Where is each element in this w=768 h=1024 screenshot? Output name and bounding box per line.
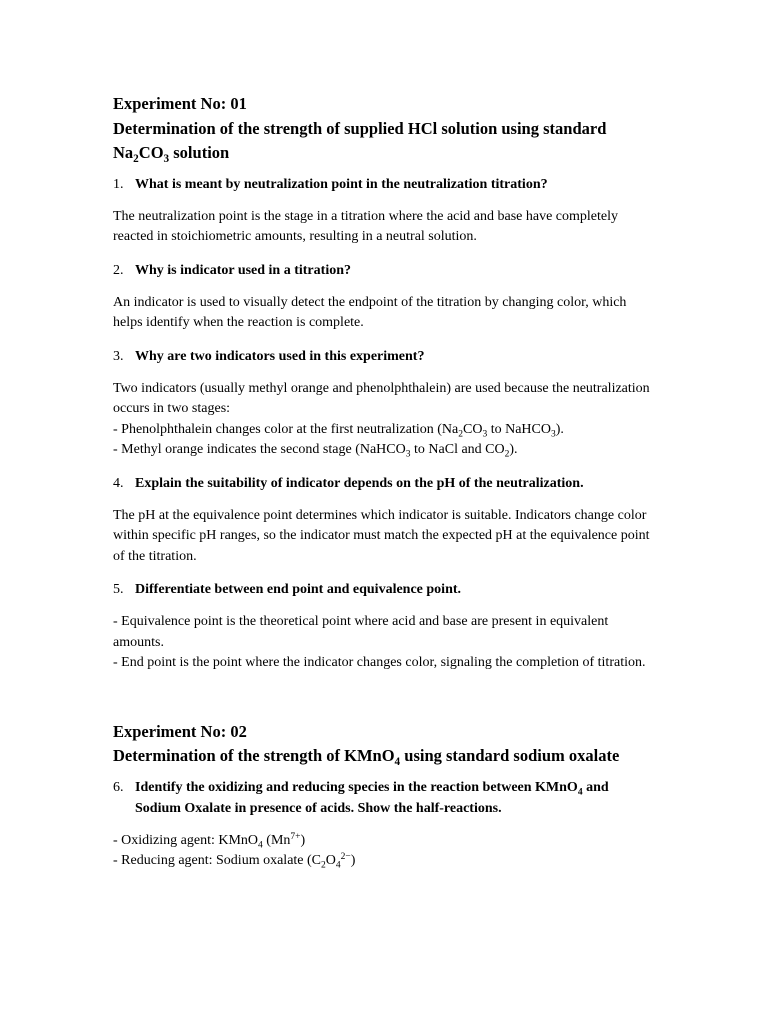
question-text: Differentiate between end point and equivalence point. (135, 582, 462, 597)
question-text: What is meant by neutralization point in the neutralization titration? (135, 176, 548, 192)
question-number: 3. (113, 348, 124, 364)
question-text: Identify the oxidizing and reducing species in the reaction between KMnO$_4$ and Sodium Oxalate in presence of acids. Show the half-reactions. (135, 779, 609, 816)
document-page (113, 92, 658, 872)
answer-1: The neutralization point is the stage in a titration where the acid and base have completely reacted in stoichiometric amounts, resulting in a neutral solution. (113, 208, 618, 244)
experiment-2-title: Determination of the strength of KMnO$_4$ using standard sodium oxalate (113, 746, 620, 768)
question-1 (113, 174, 658, 195)
experiment-1-heading (113, 92, 658, 166)
answer-5 (113, 612, 658, 674)
experiment-1-title-line2: $Na_2CO_3$ solution (113, 143, 230, 165)
experiment-1-number: Experiment No: 01 (113, 94, 247, 113)
answer-2: An indicator is used to visually detect the endpoint of the titration by changing color, which helps identify when the reaction is complete. (113, 294, 627, 330)
question-number: 6. (113, 779, 124, 795)
answer-6-reducing-agent: - Reducing agent: Sodium oxalate $(C_2O_4^{2-})$ (113, 851, 356, 871)
answer-3-intro: Two indicators (usually methyl orange and phenolphthalein) are used because the neutralization occurs in two stages: (113, 380, 650, 416)
answer-5-end-point: - End point is the point where the indicator changes color, signaling the completion of titration. (113, 655, 646, 670)
question-number: 2. (113, 262, 124, 278)
answer-4: The pH at the equivalence point determines which indicator is suitable. Indicators change color within specific pH ranges, so the indicator must match the expected pH at the equivalence point of the titration. (113, 507, 650, 564)
question-2 (113, 260, 658, 281)
question-number: 5. (113, 582, 124, 597)
question-number: 1. (113, 176, 124, 192)
question-3 (113, 346, 658, 367)
question-text: Why is indicator used in a titration? (135, 262, 351, 278)
answer-5-equivalence: - Equivalence point is the theoretical point where acid and base are present in equivalent amounts. (113, 614, 609, 650)
question-text: Why are two indicators used in this experiment? (135, 348, 425, 364)
question-4 (113, 473, 658, 494)
answer-3 (113, 379, 658, 461)
experiment-2-heading (113, 720, 658, 769)
question-text: Explain the suitability of indicator depends on the pH of the neutralization. (135, 475, 584, 491)
answer-6 (113, 831, 658, 872)
answer-3-phenolphthalein: - Phenolphthalein changes color at the first neutralization ($Na_2CO_3$ to NaHCO$_3$). (113, 421, 564, 439)
experiment-2-number: Experiment No: 02 (113, 721, 247, 741)
experiment-1-title-line1: Determination of the strength of supplied HCl solution using standard (113, 118, 607, 138)
answer-6-oxidizing-agent: - Oxidizing agent: KMnO$_4$ $(Mn^{7+})$ (113, 831, 306, 850)
answer-3-methyl-orange: - Methyl orange indicates the second stage (NaHCO$_3$ to NaCl and $CO_2$). (113, 442, 518, 460)
question-5 (113, 579, 658, 600)
question-6 (113, 777, 658, 819)
question-number: 4. (113, 475, 124, 491)
